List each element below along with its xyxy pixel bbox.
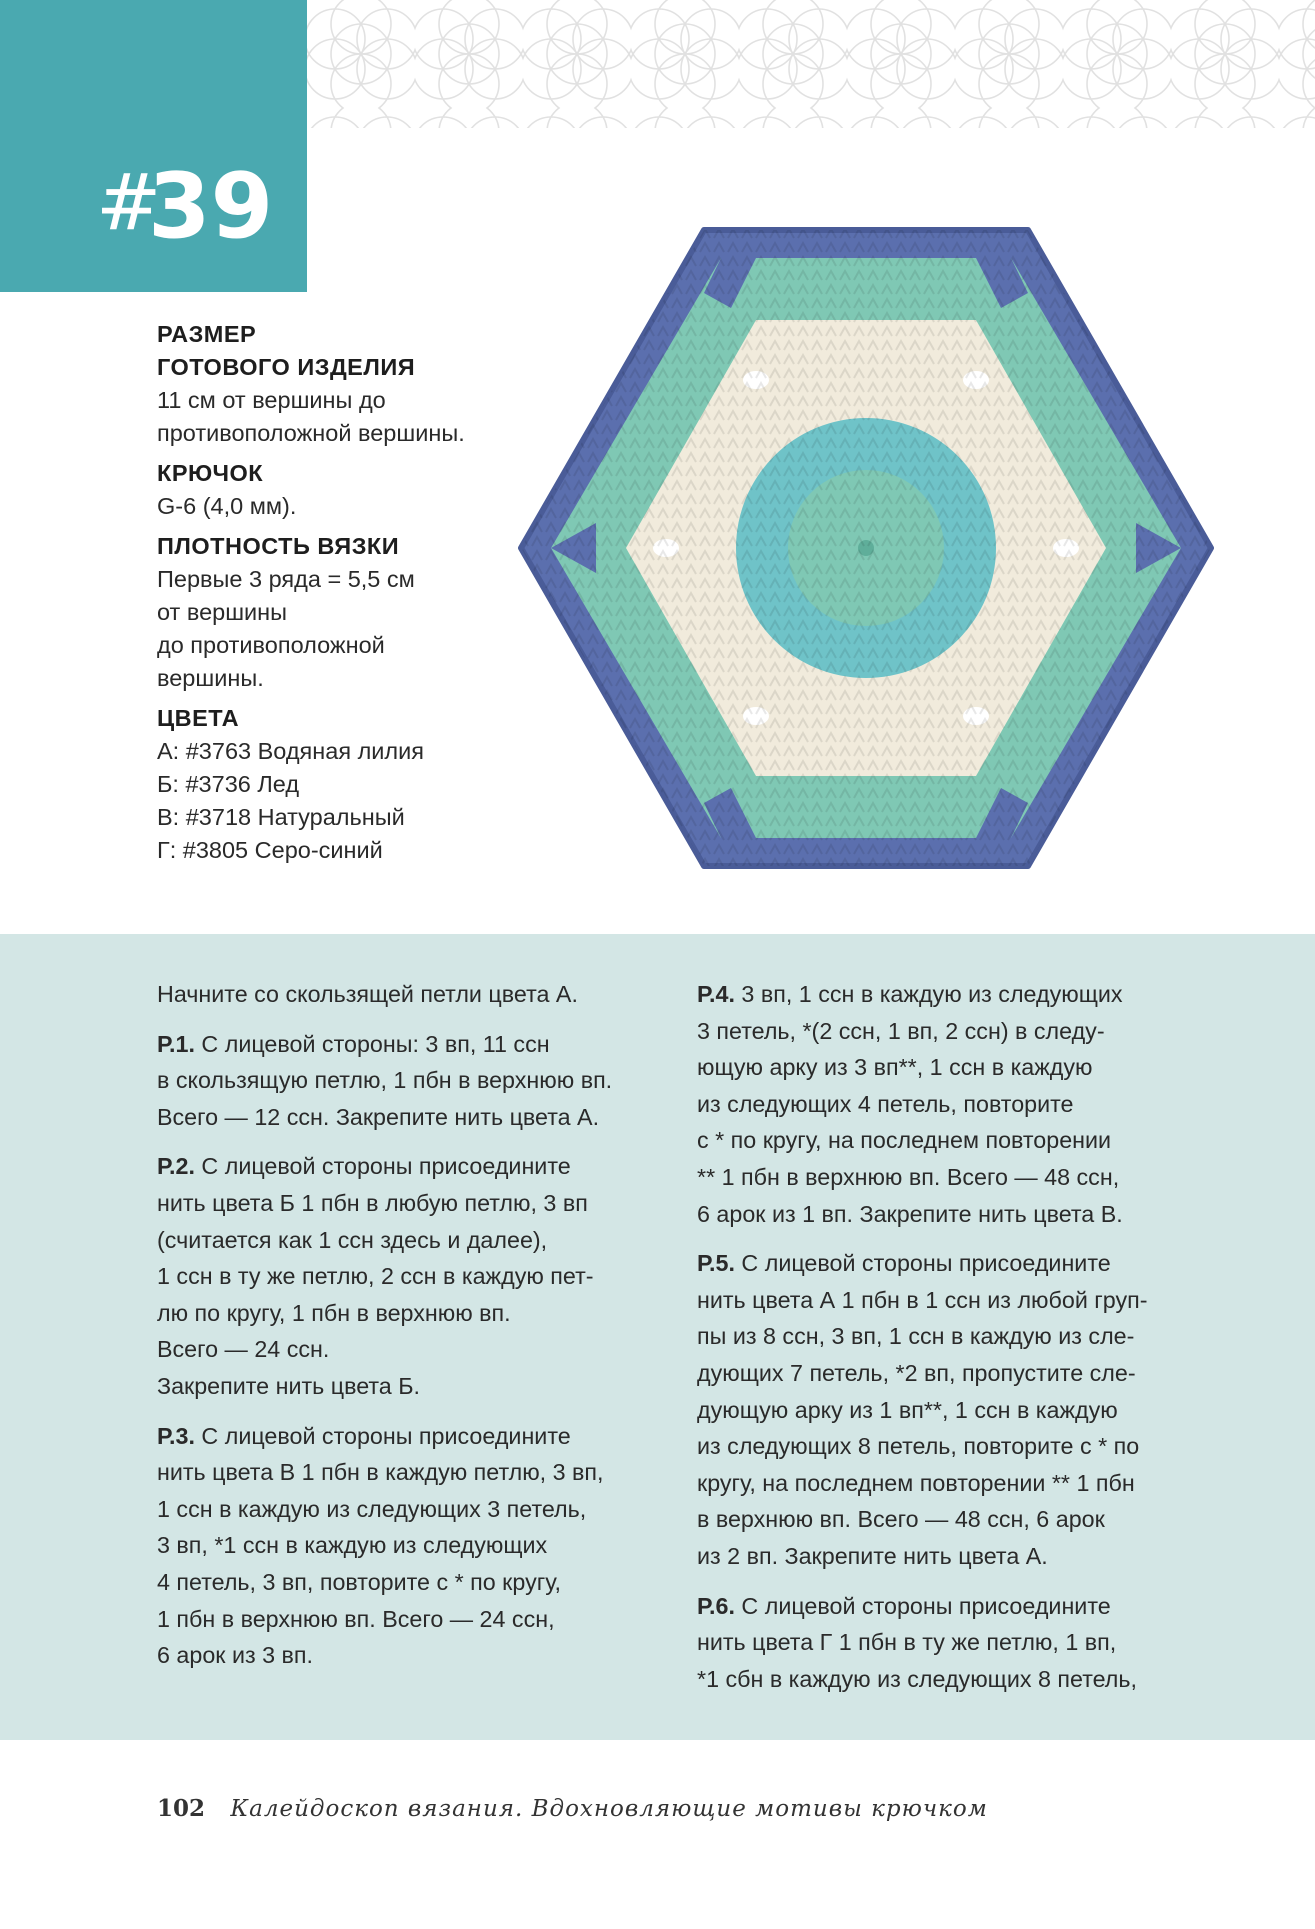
lace-decoration	[307, 0, 1315, 128]
spec-value: G-6 (4,0 мм).	[157, 493, 297, 519]
spec-heading: ПЛОТНОСТЬ ВЯЗКИ	[157, 533, 400, 559]
crochet-hexagon-photo	[498, 205, 1233, 895]
instruction-row-3: Р.3. С лицевой стороны присоедините нить цвета В 1 пбн в каждую петлю, 3 вп, 1 ссн в каждую из следующих 3 петель, 3 вп, *1 ссн в каждую из следующих 4 петель, 3 вп, повторите с * по кругу, 1 пбн в верхнюю вп. Всего — 24 ссн, 6 арок из 3 вп.	[157, 1422, 604, 1669]
instructions-column-left	[157, 976, 677, 1687]
spec-heading: ЦВЕТА	[157, 705, 240, 731]
instruction-row-5: Р.5. С лицевой стороны присоедините нить цвета А 1 пбн в 1 ссн из любой груп- пы из 8 ссн, 3 вп, 1 ссн в каждую из сле- дующих 7 петель, *2 вп, пропустите сле- дующую арку из 1 вп**, 1 ссн в каждую из следующих 8 петель, повторите с * по кругу, на последнем повторении ** 1 пбн в верхнюю вп. Всего — 48 ссн, 6 арок из 2 вп. Закрепите нить цвета А.	[697, 1250, 1148, 1569]
page-number: 102	[157, 1795, 206, 1822]
pattern-number-block	[0, 0, 307, 292]
spec-colors	[157, 702, 517, 867]
pattern-number: 39	[148, 154, 274, 259]
spec-size	[157, 318, 517, 450]
instructions-column-right	[697, 976, 1217, 1710]
specifications	[157, 318, 517, 874]
instruction-row-1: Р.1. С лицевой стороны: 3 вп, 11 ссн в скользящую петлю, 1 пбн в верхнюю вп. Всего — 12 ссн. Закрепите нить цвета А.	[157, 1030, 613, 1130]
spec-value: Первые 3 ряда = 5,5 см от вершины до противоположной вершины.	[157, 566, 415, 691]
page-footer	[157, 1795, 1257, 1822]
spec-value: 11 см от вершины до противоположной вершины.	[157, 387, 465, 446]
spec-heading: КРЮЧОК	[157, 460, 264, 486]
instruction-paragraph: Начните со скользящей петли цвета А.	[157, 981, 578, 1007]
instruction-row-2: Р.2. С лицевой стороны присоедините нить цвета Б 1 пбн в любую петлю, 3 вп (считается как 1 ссн здесь и далее), 1 ссн в ту же петлю, 2 ссн в каждую пет- лю по кругу, 1 пбн в верхнюю вп. Всего — 24 ссн. Закрепите нить цвета Б.	[157, 1153, 594, 1399]
spec-value: А: #3763 Водяная лилия Б: #3736 Лед В: #3718 Натуральный Г: #3805 Серо-синий	[157, 738, 424, 863]
instruction-row-4: Р.4. 3 вп, 1 ссн в каждую из следующих 3 петель, *(2 ссн, 1 вп, 2 ссн) в следу- ющую арку из 3 вп**, 1 ссн в каждую из следующих 4 петель, повторите с * по кругу, на последнем повторении ** 1 пбн в верхнюю вп. Всего — 48 ссн, 6 арок из 1 вп. Закрепите нить цвета В.	[697, 981, 1123, 1227]
instruction-row-6: Р.6. С лицевой стороны присоедините нить цвета Г 1 пбн в ту же петлю, 1 вп, *1 сбн в каждую из следующих 8 петель,	[697, 1592, 1138, 1692]
spec-gauge	[157, 530, 517, 695]
spec-hook	[157, 457, 517, 523]
spec-heading: РАЗМЕР ГОТОВОГО ИЗДЕЛИЯ	[157, 321, 416, 380]
book-title: Калейдоскоп вязания. Вдохновляющие мотивы крючком	[230, 1796, 988, 1822]
pattern-number-hash: #	[96, 158, 162, 248]
